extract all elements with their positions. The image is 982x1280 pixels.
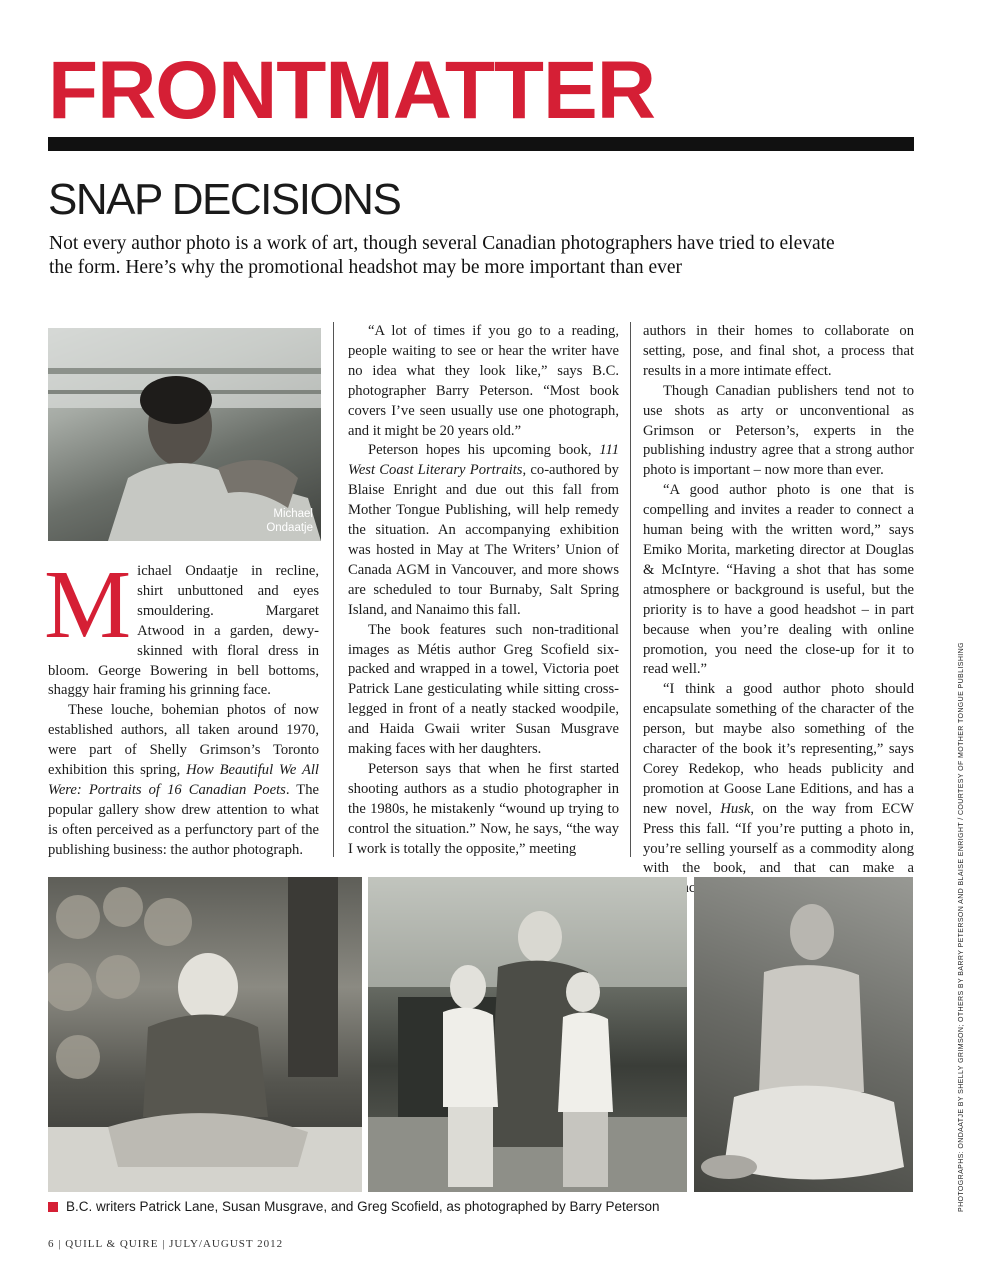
paragraph-text: , co-authored by Blaise Enright and due out this fall from Mother Tongue Publishing, will help remedy the situation. An accompanying exhibition was hosted in May at The Writers’ Union of Canada AGM in Vancouver, and more shows are scheduled to tour Burnaby, Salt Spring Island, and Nanaimo this fall. <box>348 462 619 618</box>
greg-scofield-photo <box>694 877 913 1192</box>
book-title: Husk <box>720 800 751 817</box>
greg-scofield-photo-art <box>694 877 913 1192</box>
body-paragraph <box>48 701 319 860</box>
body-paragraph: Peterson says that when he first started shooting authors as a studio photographer in the 1980s, he mistakenly “wound up trying to control the situation.” Now, he says, “the way I work is totally the opposite,” meeting <box>348 760 619 857</box>
body-paragraph: “A lot of times if you go to a reading, people waiting to see or hear the writer have no idea what they look like,” says B.C. photographer Barry Peterson. “Most book covers I’ve seen usually use one photograph, and it might be 20 years old.” <box>348 323 619 439</box>
caption-marker-icon <box>48 1202 58 1212</box>
paragraph-text: These louche, bohemian photos of now established authors, all taken around 1970, were part of Shelly Grimson’s Toronto exhibition this spring, <box>48 702 319 779</box>
header-rule <box>48 137 914 151</box>
susan-musgrave-photo-art <box>368 877 687 1192</box>
ondaatje-photo-caption: Michael Ondaatje <box>266 508 313 534</box>
section-title: FRONTMATTER <box>48 45 655 136</box>
caption-text: B.C. writers Patrick Lane, Susan Musgrave, and Greg Scofield, as photographed by Barry Peterson <box>66 1199 660 1214</box>
drop-cap: M <box>44 551 132 659</box>
patrick-lane-photo-art <box>48 877 362 1192</box>
paragraph-text: “I think a good author photo should encapsulate something of the character of the person, but maybe also something of the character of the book it’s representing,” says Corey Redekop, who heads publicity and promotion at Goose Lane Editions, and has a new novel, <box>643 681 914 817</box>
column-divider <box>333 322 334 857</box>
body-paragraph: “A good author photo is one that is compelling and invites a reader to connect a human being with the written word,” says Emiko Morita, marketing director at Douglas & McIntyre. “Having a shot that has some atmosphere or background is useful, but the priority is to have a good headshot – in part because when you’re dealing with online promotion, you need the close-up for it to read well.” <box>643 482 914 678</box>
photo-caption <box>48 1199 660 1215</box>
photo-credit: PHOTOGRAPHS: ONDAATJE BY SHELLY GRIMSON; OTHERS BY BARRY PETERSON AND BLAISE ENRIGHT / COURTESY OF MOTHER TONGUE PUBLISHING <box>958 642 965 1212</box>
paragraph-text: , on the way from ECW Press this fall. “If you’re putting a photo in, you’re selling yourself as a commodity along with the book, and that can make a <box>643 800 914 877</box>
body-paragraph: The book features such non-traditional images as Métis author Greg Scofield six-packed and wrapped in a towel, Victoria poet Patrick Lane gesticulating while sitting cross-legged in front of a neatly stacked woodpile, and Haida Gwaii writer Susan Musgrave making faces with her daughters. <box>348 621 619 758</box>
column-divider <box>630 322 631 857</box>
body-paragraph <box>643 680 914 899</box>
ondaatje-photo <box>48 328 321 541</box>
body-paragraph <box>348 441 619 620</box>
paragraph-text: Peterson hopes his upcoming book, <box>368 442 592 459</box>
article-deck: Not every author photo is a work of art, though several Canadian photographers have tried to elevate the form. Here’s why the promotional headshot may be more important than ever <box>49 233 835 278</box>
body-column-3 <box>643 322 914 899</box>
article-headline: SNAP DECISIONS <box>48 175 401 224</box>
body-column-1 <box>44 551 319 861</box>
body-paragraph: Though Canadian publishers tend not to use shots as arty or unconventional as Grimson or Peterson’s, experts in the publishing industry agree that a strong author photo is important – now more than ever. <box>643 382 914 479</box>
page-folio: 6 | QUILL & QUIRE | JULY/AUGUST 2012 <box>48 1238 284 1250</box>
book-title: 111 West Coast Literary Portraits <box>348 442 619 479</box>
susan-musgrave-photo <box>368 877 687 1192</box>
paragraph-text: . The popular gallery show drew attention to what is often perceived as a perfunctory part of the publishing business: the author photograph. <box>48 781 319 858</box>
body-paragraph: authors in their homes to collaborate on setting, pose, and final shot, a process that results in a more intimate effect. <box>643 323 914 379</box>
book-title: How Beautiful We All Were: Portraits of 16 Canadian Poets <box>48 762 319 798</box>
paragraph-text: ichael Ondaatje in recline, shirt unbuttoned and eyes smouldering. Margaret Atwood in a garden, dewy-skinned with floral dress in bloom. George Bowering in bell bottoms, shaggy hair framing his grinning face. <box>48 563 319 699</box>
body-paragraph <box>44 551 319 701</box>
body-column-2 <box>348 322 619 859</box>
patrick-lane-photo <box>48 877 362 1192</box>
